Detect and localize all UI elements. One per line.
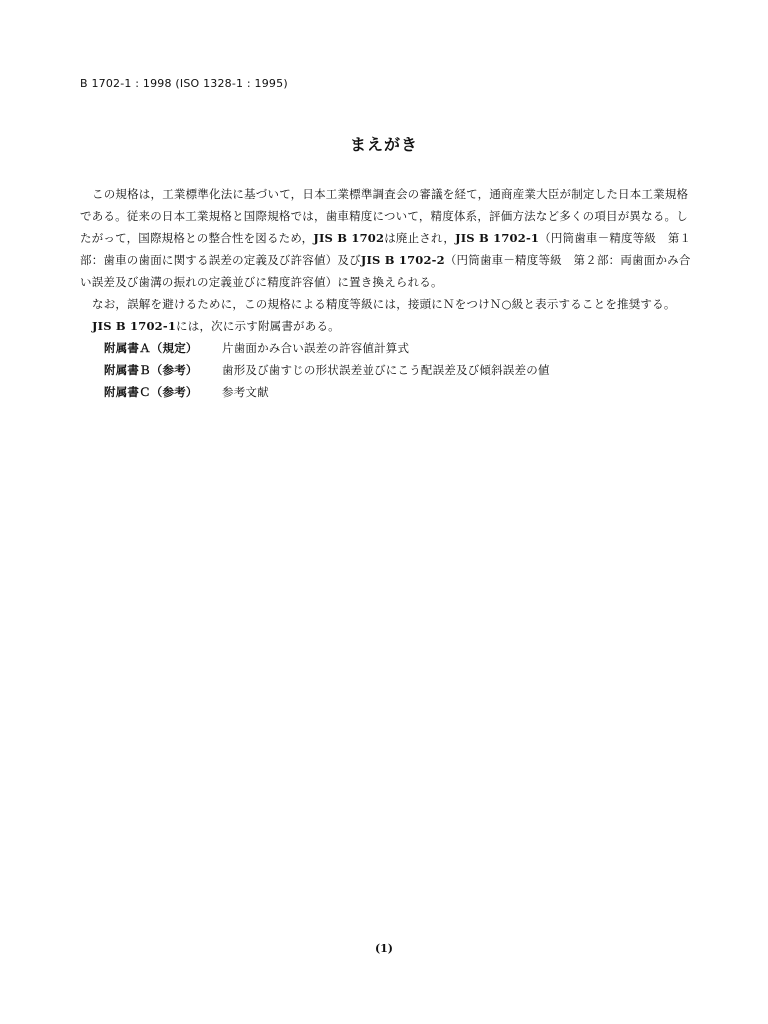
paragraph-1-text-1: この規格は，工業標準化法に基づいて，日本工業標準調査会の審議を経て，通商産業大臣が制定した日本工業規格である。従来の日本工業規格と国際規格では，歯車精度について，精度体系，評価方法など多くの項目が異なる。したがって，国際規格との整合性を図るため，: [80, 187, 689, 245]
page-number: (1): [374, 942, 394, 955]
annex-title: 参考文献: [222, 385, 269, 399]
paragraph-1-text-2: は廃止され，: [384, 231, 456, 245]
annex-label: 附属書Ａ（規定）: [104, 341, 198, 355]
document-header: B 1702-1 : 1998 (ISO 1328-1 : 1995): [80, 77, 288, 90]
annex-label: 附属書Ｃ（参考）: [104, 385, 198, 399]
annex-intro: [80, 315, 692, 337]
standard-ref-jis-b-1702-1: JIS B 1702-1: [455, 231, 540, 245]
document-body: [80, 183, 692, 403]
annex-item-a: [80, 337, 692, 359]
page-title: まえがき: [349, 135, 418, 154]
annex-title: 歯形及び歯すじの形状誤差並びにこう配誤差及び傾斜誤差の値: [222, 363, 550, 377]
annex-list: [80, 337, 692, 403]
annex-item-b: [80, 359, 692, 381]
annex-intro-standard-ref: JIS B 1702-1: [92, 319, 177, 333]
standard-ref-jis-b-1702-2: JIS B 1702-2: [360, 253, 445, 267]
annex-title: 片歯面かみ合い誤差の許容値計算式: [222, 341, 410, 355]
standard-ref-jis-b-1702: JIS B 1702: [313, 231, 385, 245]
annex-intro-text: には，次に示す附属書がある。: [176, 319, 340, 333]
paragraph-1-text-4: （円筒歯車－精度等級 第２部：両歯面かみ合い誤差及び歯溝の振れの定義並びに精度許容値）に置き換えられる。: [80, 253, 691, 289]
annex-item-c: [80, 381, 692, 403]
paragraph-1: [80, 183, 692, 293]
paragraph-2: なお，誤解を避けるために，この規格による精度等級には，接頭にＮをつけＮ○級と表示することを推奨する。: [92, 297, 676, 311]
annex-label: 附属書Ｂ（参考）: [104, 363, 198, 377]
paragraph-1-text-3: （円筒歯車－精度等級 第１部：歯車の歯面に関する誤差の定義及び許容値）及び: [80, 231, 692, 267]
